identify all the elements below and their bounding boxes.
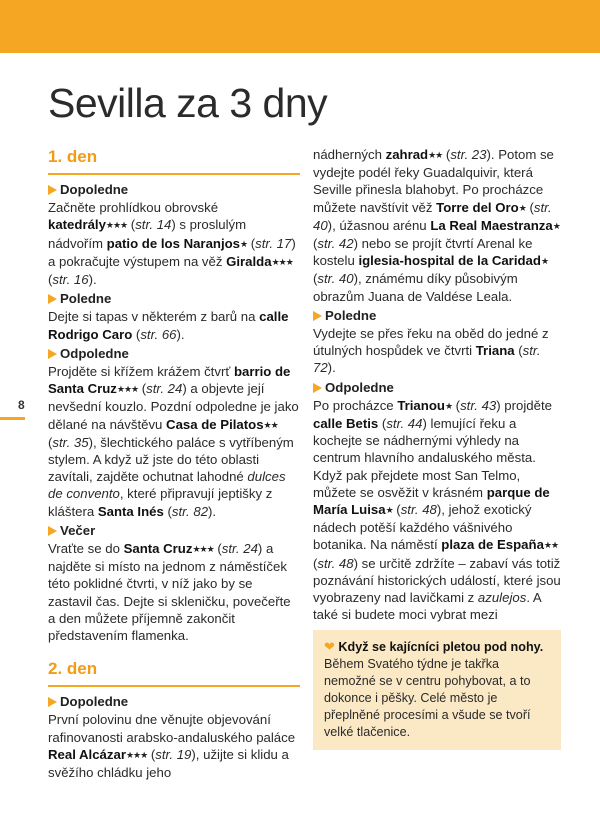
place-name: Giralda [226, 253, 272, 269]
triangle-bullet-icon [313, 383, 322, 393]
rating-stars: ★ [444, 400, 453, 411]
section-heading-vecer: Večer [48, 522, 300, 539]
section-heading-dopoledne: Dopoledne [48, 181, 300, 198]
top-color-bar [0, 0, 600, 53]
triangle-bullet-icon [48, 185, 57, 195]
paragraph-vecer-1: Vraťte se do Santa Cruz★★★ (str. 24) a najděte si místo na jednom z náměstíček této poklidné čtvrti, v níž jako by se zastavil čas. Dejte si skleničku, povečeřte a den můžete příjemně zakončit představením flamenka. [48, 541, 291, 644]
page-title: Sevilla za 3 dny [48, 80, 328, 126]
right-column [313, 146, 565, 623]
italic-term: dulces de convento [48, 469, 286, 502]
triangle-bullet-icon [48, 526, 57, 536]
place-name: Triana [475, 343, 515, 359]
place-name: katedrály [48, 217, 106, 233]
place-name: parque de María Luisa [313, 484, 550, 518]
page-reference: str. 48 [317, 555, 354, 571]
day-2-heading: 2. den [48, 659, 98, 679]
tip-title: Když se kajícníci pletou pod nohy. [338, 640, 544, 654]
rating-stars: ★★★ [125, 749, 148, 760]
section-heading-poledne: Poledne [313, 307, 565, 324]
left-column [48, 146, 300, 781]
rating-stars: ★★ [543, 540, 559, 551]
page-reference: str. 42 [317, 236, 354, 252]
italic-term: azulejos [477, 590, 527, 606]
heart-icon: ❤ [324, 639, 335, 654]
triangle-bullet-icon [48, 294, 57, 304]
page-reference: str. 24 [146, 381, 183, 397]
place-name: barrio de Santa Cruz [48, 364, 291, 397]
place-name: patio de los Naranjos [106, 235, 241, 251]
page-reference: str. 82 [171, 503, 209, 519]
page-reference: str. 40 [313, 199, 552, 233]
section-heading-odpoledne: Odpoledne [48, 345, 300, 362]
page-reference: str. 23 [450, 147, 487, 162]
rating-stars: ★ [385, 505, 393, 516]
rating-stars: ★★★ [192, 544, 214, 555]
paragraph-dopoledne-2: První polovinu dne věnujte objevování rafinovanosti arabsko-andaluského paláce Real Alcázar★★★ (str. 19), užijte si klidu a svěžího chládku jeho [48, 712, 296, 781]
triangle-bullet-icon [48, 697, 57, 707]
rating-stars: ★ [540, 256, 549, 267]
tip-text: Během Svatého týdne je takřka nemožné se v centru pohybovat, a to dokonce i pěšky. Celé město je přeplněné procesími a všude se tvoří velké tlačenice. [324, 657, 531, 739]
page-reference: str. 14 [135, 217, 172, 233]
page-reference: str. 24 [221, 541, 258, 557]
page-reference: str. 44 [386, 416, 423, 432]
day-2-underline [48, 685, 300, 687]
page-reference: str. 35 [52, 434, 89, 450]
place-name: Torre del Oro [436, 199, 519, 215]
place-name: calle Betis [313, 416, 379, 432]
day-1-heading: 1. den [48, 147, 98, 166]
paragraph-poledne-2: Vydejte se přes řeku na oběd do jedné z útulných hospůdek ve čtvrti Triana (str. 72). [313, 326, 549, 376]
place-name: calle Rodrigo Caro [48, 309, 289, 342]
rating-stars: ★★★ [116, 384, 139, 395]
place-name: Real Alcázar [48, 746, 126, 762]
place-name: Trianou [397, 397, 445, 413]
page-reference: str. 66 [140, 326, 177, 342]
triangle-bullet-icon [48, 349, 57, 359]
rating-stars: ★★★ [271, 256, 293, 267]
triangle-bullet-icon [313, 311, 322, 321]
paragraph-odpoledne-1: Projděte si křížem krážem čtvrť barrio de Santa Cruz★★★ (str. 24) a objevte její nevšední kouzlo. Pozdní odpoledne je jako dělané na návštěvu Casa de Pilatos★★ (str. 35), šlechtického paláce s vytříbeným stylem. A když už jste do této oblasti zavítali, zajděte ochutnat lahodné dulces de convento, které připravují jeptišky z kláštera Santa Inés (str. 82). [48, 364, 299, 519]
paragraph-odpoledne-2: Po procházce Trianou★ (str. 43) projděte calle Betis (str. 44) lemující řeku a kochejte se nádhernými výhledy na centrum hlavního andaluského města. Když pak přejdete most San Telmo, můžete se osvěžit v krásném parque de María Luisa★ (str. 48), jehož exotický nádech potěší každého vášnivého botanika. Na náměstí plaza de España★★ (str. 48) se určitě zdržíte – zabaví vás totiž poznávání historických událostí, které jsou vyobrazeny nad lavičkami z azulejos. A také si budete moci vybrat mezi [313, 397, 561, 623]
page-reference: str. 16 [52, 272, 89, 288]
page-number-marker [0, 417, 25, 420]
section-heading-dopoledne: Dopoledne [48, 693, 300, 710]
page-reference: str. 40 [317, 271, 354, 287]
rating-stars: ★★★ [105, 220, 128, 231]
rating-stars: ★★ [263, 419, 278, 430]
page-reference: str. 48 [400, 502, 437, 518]
place-name: zahrad [385, 147, 429, 162]
place-name: Casa de Pilatos [166, 416, 264, 432]
page-reference: str. 72 [313, 343, 541, 376]
place-name: plaza de España [441, 537, 544, 553]
place-name: Santa Inés [97, 503, 164, 519]
place-name: iglesia-hospital de la Caridad [358, 253, 541, 269]
rating-stars: ★ [240, 238, 248, 249]
paragraph-dopoledne-1: Začněte prohlídkou obrovské katedrály★★★ (str. 14) s proslulým nádvořím patio de los Naranjos★ (str. 17) a pokračujte výstupem na věž Giralda★★★ (str. 16). [48, 200, 296, 288]
page-number: 8 [18, 398, 25, 412]
rating-stars: ★ [518, 202, 526, 213]
day-1-underline [48, 173, 300, 175]
paragraph-poledne-1: Dejte si tapas v některém z barů na calle Rodrigo Caro (str. 66). [48, 309, 289, 342]
tip-box [313, 630, 561, 750]
place-name: La Real Maestranza [430, 217, 553, 233]
place-name: Santa Cruz [123, 541, 193, 557]
paragraph-dopoledne-2-continued: nádherných zahrad★★ (str. 23). Potom se vydejte podél řeky Guadalquivir, která Seville přinesla blahobyt. Po procházce můžete navštívit věž Torre del Oro★ (str. 40), úžasnou arénu La Real Maestranza★ (str. 42) nebo se projít čtvrtí Arenal ke kostelu iglesia-hospital de la Caridad★ (str. 40), známému díky působivým obrazům Juana de Valdése Leala. [313, 147, 560, 304]
page-reference: str. 19 [155, 746, 192, 762]
section-heading-odpoledne: Odpoledne [313, 379, 565, 396]
rating-stars: ★ [552, 220, 560, 231]
rating-stars: ★★ [428, 150, 443, 160]
page-reference: str. 17 [255, 235, 292, 251]
page-reference: str. 43 [460, 397, 497, 413]
section-heading-poledne: Poledne [48, 290, 300, 307]
